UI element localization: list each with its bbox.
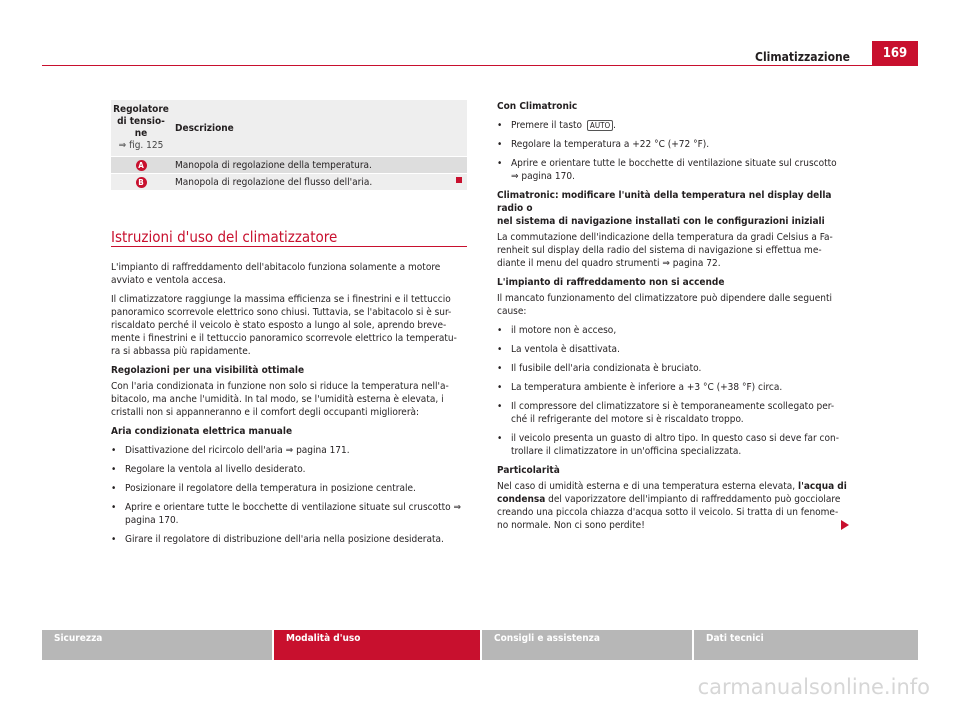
list-item: • Girare il regolatore di distribuzione dell'aria nella posizione desiderata. xyxy=(111,534,444,545)
bullet-icon: • xyxy=(111,534,117,545)
paragraph: Con l'aria condizionata in funzione non solo si riduce la temperatura nell'a- bitacolo, ma anche l'umidità. In tal modo, se l'umidità esterna è elevata, i cristalli non si appanneranno e il comfort degli occupanti migliorerà: xyxy=(111,381,449,418)
bullet-icon: • xyxy=(497,120,503,131)
paragraph: Il climatizzatore raggiunge la massima efficienza se i finestrini e il tettuccio panoramico scorrevole elettrico sono chiusi. Tuttavia, se l'abitacolo si è sur- riscaldato perché il veicolo è stato esposto a lungo al sole, aprendo breve- mente i finestrini e il tettuccio panoramico scorrevole elettrico la temperatu- ra si abbassa più rapidamente. xyxy=(111,294,457,357)
list-item: • Il fusibile dell'aria condizionata è bruciato. xyxy=(497,363,702,374)
paragraph: La commutazione dell'indicazione della temperatura da gradi Celsius a Fa- renheit sul display della radio del sistema di navigazione si effettua me- diante il menu del quadro strumenti ⇒ pagina 72. xyxy=(497,232,833,269)
label-b-badge: B xyxy=(136,177,147,188)
table-row xyxy=(111,157,467,173)
bullet-icon: • xyxy=(111,445,117,456)
subheading: Aria condizionata elettrica manuale xyxy=(111,426,293,437)
footer-tab-consigli-e-assistenza[interactable]: Consigli e assistenza xyxy=(482,630,692,660)
col1-header-line: Regolatore xyxy=(113,104,169,115)
paragraph: Nel caso di umidità esterna e di una temperatura esterna elevata, l'acqua di condensa del vaporizzatore dell'impianto di raffreddamento può gocciolare creando una piccola chiazza d'acqua sotto il veicolo. Si tratta di un fenome- no normale. Non ci sono perdite! xyxy=(497,481,847,531)
header-divider xyxy=(42,65,918,66)
list-item: • Disattivazione del ricircolo dell'aria ⇒ pagina 171. xyxy=(111,445,350,456)
watermark: carmanualsonline.info xyxy=(697,675,930,699)
bullet-icon: • xyxy=(497,433,503,444)
figure-reference-link[interactable]: ⇒ fig. 125 xyxy=(118,140,164,151)
paragraph: L'impianto di raffreddamento dell'abitacolo funziona solamente a motore avviato e ventola accesa. xyxy=(111,262,441,286)
bullet-icon: • xyxy=(497,344,503,355)
left-column xyxy=(111,261,471,552)
table-cell: Manopola di regolazione della temperatura. xyxy=(175,159,372,171)
subheading: Con Climatronic xyxy=(497,101,578,112)
table-header-row xyxy=(111,100,467,156)
col1-header-line: ne xyxy=(134,128,148,139)
footer-tab-sicurezza[interactable]: Sicurezza xyxy=(42,630,272,660)
section-title: Istruzioni d'uso del climatizzatore xyxy=(111,228,338,246)
subheading: Climatronic: modificare l'unità della temperatura nel display della radio o nel sistema di navigazione installati con le configurazioni iniziali xyxy=(497,190,832,227)
list-item: • Regolare la ventola al livello desiderato. xyxy=(111,464,306,475)
subheading: Regolazioni per una visibilità ottimale xyxy=(111,365,305,376)
auto-key-button[interactable]: AUTO xyxy=(587,120,613,131)
list-item: • Regolare la temperatura a +22 °C (+72 °F). xyxy=(497,139,710,150)
list-item: • Aprire e orientare tutte le bocchette di ventilazione situate sul cruscotto ⇒ pagina 170. xyxy=(497,158,837,182)
list-item: • il veicolo presenta un guasto di altro tipo. In questo caso si deve far con- trollare il climatizzatore in un'officina specializzata. xyxy=(497,433,839,457)
bullet-icon: • xyxy=(111,483,117,494)
controls-table xyxy=(111,100,467,190)
bullet-icon: • xyxy=(111,464,117,475)
list-item: • il motore non è acceso, xyxy=(497,325,617,336)
triangle-right-icon xyxy=(841,520,849,530)
list-item: • Aprire e orientare tutte le bocchette di ventilazione situate sul cruscotto ⇒ pagina 170. xyxy=(111,502,462,526)
label-a-badge: A xyxy=(136,160,147,171)
bullet-icon: • xyxy=(497,363,503,374)
bullet-icon: • xyxy=(497,325,503,336)
subheading: L'impianto di raffreddamento non si accende xyxy=(497,277,725,288)
footer-tab-modalita-duso[interactable]: Modalità d'uso xyxy=(274,630,480,660)
list-item: • La ventola è disattivata. xyxy=(497,344,620,355)
page-link[interactable]: ⇒ pagina 170. xyxy=(511,171,575,182)
bullet-icon: • xyxy=(111,502,117,513)
col2-header: Descrizione xyxy=(175,122,234,134)
subheading: Particolarità xyxy=(497,465,560,476)
list-item: • Il compressore del climatizzatore si è temporaneamente scollegato per- ché il refrigerante del motore si è riscaldato troppo. xyxy=(497,401,835,425)
bullet-icon: • xyxy=(497,158,503,169)
col1-header-line: di tensio- xyxy=(117,116,165,127)
square-icon xyxy=(456,177,462,183)
bullet-icon: • xyxy=(497,401,503,412)
page-number: 169 xyxy=(872,41,918,66)
paragraph: Il mancato funzionamento del climatizzatore può dipendere dalle seguenti cause: xyxy=(497,293,833,317)
table-cell: Manopola di regolazione del flusso dell'aria. xyxy=(175,176,373,188)
section-divider xyxy=(111,246,467,247)
page-title: Climatizzazione xyxy=(755,50,850,64)
bullet-icon: • xyxy=(497,139,503,150)
right-column xyxy=(497,100,859,538)
list-item: • Premere il tasto AUTO . xyxy=(497,120,617,131)
bullet-icon: • xyxy=(497,382,503,393)
footer-tab-dati-tecnici[interactable]: Dati tecnici xyxy=(694,630,918,660)
list-item: • Posizionare il regolatore della temperatura in posizione centrale. xyxy=(111,483,416,494)
list-item: • La temperatura ambiente è inferiore a +3 °C (+38 °F) circa. xyxy=(497,382,783,393)
table-row xyxy=(111,174,467,190)
